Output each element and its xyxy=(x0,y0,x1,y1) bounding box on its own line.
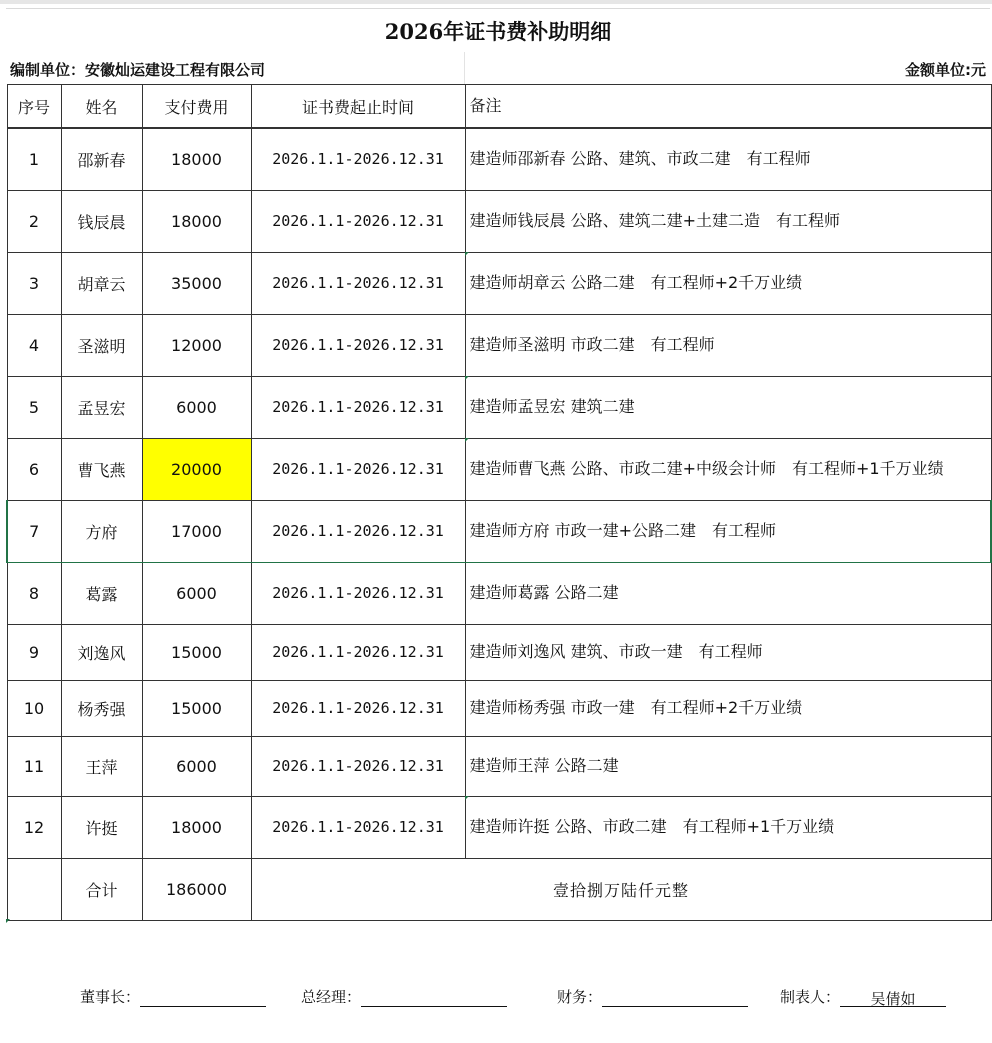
cell-no[interactable]: 8 xyxy=(7,562,61,624)
subsidy-table xyxy=(6,84,992,921)
total-amount[interactable]: 186000 xyxy=(142,858,251,920)
gm-signature xyxy=(301,986,507,1007)
preparer-name[interactable]: 吴倩如 xyxy=(840,988,946,1007)
cell-no[interactable]: 5 xyxy=(7,376,61,438)
comment-marker-icon xyxy=(465,252,469,256)
cell-note[interactable]: 建造师胡章云 公路二建 有工程师+2千万业绩 xyxy=(465,252,991,314)
table-row xyxy=(7,190,991,252)
cell-name[interactable]: 方府 xyxy=(61,500,142,562)
cell-name[interactable]: 邵新春 xyxy=(61,128,142,190)
comment-marker-icon xyxy=(465,438,469,442)
preparer-label: 制表人： xyxy=(780,988,841,1006)
table-row xyxy=(7,736,991,796)
cell-note[interactable]: 建造师曹飞燕 公路、市政二建+中级会计师 有工程师+1千万业绩 xyxy=(465,438,991,500)
cell-period[interactable]: 2026.1.1-2026.12.31 xyxy=(251,500,465,562)
cell-note[interactable]: 建造师方府 市政一建+公路二建 有工程师 xyxy=(465,500,991,562)
total-in-words[interactable]: 壹拾捌万陆仟元整 xyxy=(251,858,991,920)
cell-name[interactable]: 曹飞燕 xyxy=(61,438,142,500)
cell-no[interactable]: 11 xyxy=(7,736,61,796)
cell-period[interactable]: 2026.1.1-2026.12.31 xyxy=(251,252,465,314)
header-note[interactable]: 备注 xyxy=(465,85,991,129)
cell-no[interactable]: 9 xyxy=(7,624,61,680)
cell-name[interactable]: 孟昱宏 xyxy=(61,376,142,438)
cell-fee[interactable]: 18000 xyxy=(142,128,251,190)
preparer-signature xyxy=(780,986,946,1007)
cell-no[interactable]: 3 xyxy=(7,252,61,314)
cell-period[interactable]: 2026.1.1-2026.12.31 xyxy=(251,314,465,376)
header-name[interactable]: 姓名 xyxy=(61,85,142,129)
table-row xyxy=(7,680,991,736)
finance-signature-line[interactable] xyxy=(602,988,748,1007)
finance-label: 财务： xyxy=(557,988,603,1006)
table-row xyxy=(7,128,991,190)
finance-signature xyxy=(557,986,748,1007)
table-row xyxy=(7,376,991,438)
cell-note[interactable]: 建造师圣滋明 市政二建 有工程师 xyxy=(465,314,991,376)
cell-note[interactable]: 建造师葛露 公路二建 xyxy=(465,562,991,624)
org-label: 编制单位：安徽灿运建设工程有限公司 xyxy=(10,61,266,79)
cell-period[interactable]: 2026.1.1-2026.12.31 xyxy=(251,624,465,680)
cell-period[interactable]: 2026.1.1-2026.12.31 xyxy=(251,796,465,858)
cell-name[interactable]: 胡章云 xyxy=(61,252,142,314)
cell-fee[interactable]: 12000 xyxy=(142,314,251,376)
cell-period[interactable]: 2026.1.1-2026.12.31 xyxy=(251,438,465,500)
table-header-row xyxy=(7,85,991,129)
cell-name[interactable]: 杨秀强 xyxy=(61,680,142,736)
cell-no-empty[interactable] xyxy=(7,858,61,920)
total-row xyxy=(7,858,991,920)
comment-marker-icon xyxy=(465,796,469,800)
cell-no[interactable]: 2 xyxy=(7,190,61,252)
unit-label: 金额单位:元 xyxy=(905,61,986,79)
cell-no[interactable]: 10 xyxy=(7,680,61,736)
cell-fee[interactable]: 6000 xyxy=(142,376,251,438)
cell-name[interactable]: 圣滋明 xyxy=(61,314,142,376)
cell-no[interactable]: 12 xyxy=(7,796,61,858)
cell-note[interactable]: 建造师钱辰晨 公路、建筑二建+土建二造 有工程师 xyxy=(465,190,991,252)
table-row xyxy=(7,314,991,376)
cell-no[interactable]: 4 xyxy=(7,314,61,376)
signature-footer xyxy=(0,986,992,1008)
cell-note[interactable]: 建造师许挺 公路、市政二建 有工程师+1千万业绩 xyxy=(465,796,991,858)
comment-marker-icon xyxy=(465,376,469,380)
gm-signature-line[interactable] xyxy=(361,988,507,1007)
cell-period[interactable]: 2026.1.1-2026.12.31 xyxy=(251,128,465,190)
table-row xyxy=(7,438,991,500)
subheader-row xyxy=(6,52,990,84)
header-period[interactable]: 证书费起止时间 xyxy=(251,85,465,129)
cell-fee[interactable]: 17000 xyxy=(142,500,251,562)
cell-fee[interactable]: 18000 xyxy=(142,190,251,252)
cell-period[interactable]: 2026.1.1-2026.12.31 xyxy=(251,376,465,438)
chairman-signature-line[interactable] xyxy=(140,988,266,1007)
cell-name[interactable]: 王萍 xyxy=(61,736,142,796)
cell-divider xyxy=(464,52,465,84)
gm-label: 总经理： xyxy=(301,988,362,1006)
sheet-top-strip xyxy=(0,0,992,4)
cell-no[interactable]: 7 xyxy=(7,500,61,562)
table-row xyxy=(7,624,991,680)
cell-fee[interactable]: 6000 xyxy=(142,562,251,624)
cell-note[interactable]: 建造师王萍 公路二建 xyxy=(465,736,991,796)
cell-no[interactable]: 1 xyxy=(7,128,61,190)
table-row xyxy=(7,796,991,858)
comment-marker-icon xyxy=(6,919,10,923)
cell-period[interactable]: 2026.1.1-2026.12.31 xyxy=(251,562,465,624)
cell-name[interactable]: 许挺 xyxy=(61,796,142,858)
table-row-selected xyxy=(7,500,991,562)
cell-period[interactable]: 2026.1.1-2026.12.31 xyxy=(251,680,465,736)
cell-fee[interactable]: 6000 xyxy=(142,736,251,796)
document-title: 2026年证书费补助明细 xyxy=(6,8,990,53)
cell-period[interactable]: 2026.1.1-2026.12.31 xyxy=(251,190,465,252)
cell-fee[interactable]: 15000 xyxy=(142,624,251,680)
chairman-label: 董事长： xyxy=(80,988,141,1006)
cell-period[interactable]: 2026.1.1-2026.12.31 xyxy=(251,736,465,796)
cell-fee[interactable]: 35000 xyxy=(142,252,251,314)
cell-note[interactable]: 建造师孟昱宏 建筑二建 xyxy=(465,376,991,438)
header-no[interactable]: 序号 xyxy=(7,85,61,129)
total-label[interactable]: 合计 xyxy=(61,858,142,920)
cell-name[interactable]: 钱辰晨 xyxy=(61,190,142,252)
cell-name[interactable]: 刘逸风 xyxy=(61,624,142,680)
cell-fee[interactable]: 18000 xyxy=(142,796,251,858)
cell-name[interactable]: 葛露 xyxy=(61,562,142,624)
cell-no[interactable]: 6 xyxy=(7,438,61,500)
chairman-signature xyxy=(80,986,266,1007)
cell-fee[interactable]: 15000 xyxy=(142,680,251,736)
cell-note[interactable]: 建造师邵新春 公路、建筑、市政二建 有工程师 xyxy=(465,128,991,190)
table-row xyxy=(7,562,991,624)
header-fee[interactable]: 支付费用 xyxy=(142,85,251,129)
cell-fee-highlighted[interactable]: 20000 xyxy=(142,438,251,500)
cell-note[interactable]: 建造师刘逸风 建筑、市政一建 有工程师 xyxy=(465,624,991,680)
table-row xyxy=(7,252,991,314)
cell-note[interactable]: 建造师杨秀强 市政一建 有工程师+2千万业绩 xyxy=(465,680,991,736)
